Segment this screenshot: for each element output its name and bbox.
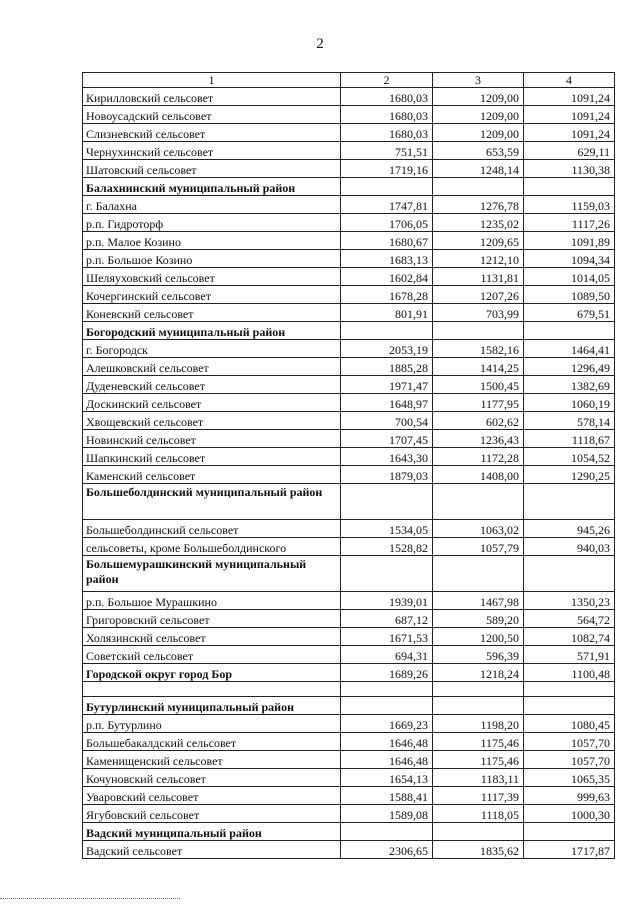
value-col-3: 1207,26 <box>433 286 524 304</box>
table-row <box>83 250 615 268</box>
settlement-name: р.п. Бутурлино <box>83 715 341 733</box>
value-col-4: 1091,24 <box>524 106 615 124</box>
value-col-3: 1218,24 <box>433 664 524 682</box>
value-col-3: 1117,39 <box>433 787 524 805</box>
table-body <box>83 73 615 859</box>
settlement-name: Коневский сельсовет <box>83 304 341 322</box>
empty-cell <box>524 484 615 520</box>
district-header-row <box>83 322 615 340</box>
spacer-row <box>83 682 615 697</box>
value-col-4: 1130,38 <box>524 160 615 178</box>
table-row <box>83 286 615 304</box>
value-col-4: 679,51 <box>524 304 615 322</box>
settlement-name: сельсоветы, кроме Большеболдинского <box>83 538 341 556</box>
settlement-name: г. Балахна <box>83 196 341 214</box>
value-col-4: 1014,05 <box>524 268 615 286</box>
value-col-2: 1534,05 <box>341 520 433 538</box>
value-col-2: 1588,41 <box>341 787 433 805</box>
settlement-name: Хвощевский сельсовет <box>83 412 341 430</box>
value-col-2: 694,31 <box>341 646 433 664</box>
empty-cell <box>433 697 524 715</box>
value-col-4: 578,14 <box>524 412 615 430</box>
value-col-4: 1118,67 <box>524 430 615 448</box>
value-col-3: 1209,00 <box>433 124 524 142</box>
settlement-name: Шапкинский сельсовет <box>83 448 341 466</box>
value-col-4: 1000,30 <box>524 805 615 823</box>
settlement-name: Большебакалдский сельсовет <box>83 733 341 751</box>
value-col-2: 700,54 <box>341 412 433 430</box>
value-col-3: 1175,46 <box>433 733 524 751</box>
value-col-3: 1057,79 <box>433 538 524 556</box>
settlement-name: Каменищенский сельсовет <box>83 751 341 769</box>
value-col-4: 1382,69 <box>524 376 615 394</box>
value-col-3: 1248,14 <box>433 160 524 178</box>
empty-cell <box>524 178 615 196</box>
district-header-row <box>83 697 615 715</box>
column-header-4: 4 <box>524 73 615 88</box>
settlement-name: р.п. Большое Мурашкино <box>83 592 341 610</box>
table-row <box>83 787 615 805</box>
value-col-2: 1643,30 <box>341 448 433 466</box>
empty-cell <box>341 697 433 715</box>
empty-cell <box>433 322 524 340</box>
value-col-3: 1131,81 <box>433 268 524 286</box>
value-col-4: 940,03 <box>524 538 615 556</box>
value-col-2: 1719,16 <box>341 160 433 178</box>
value-col-4: 1117,26 <box>524 214 615 232</box>
table-row <box>83 805 615 823</box>
value-col-2: 1589,08 <box>341 805 433 823</box>
value-col-4: 945,26 <box>524 520 615 538</box>
column-header-3: 3 <box>433 73 524 88</box>
value-col-3: 602,62 <box>433 412 524 430</box>
settlement-name: р.п. Большое Козино <box>83 250 341 268</box>
value-col-2: 1683,13 <box>341 250 433 268</box>
column-header-1: 1 <box>83 73 341 88</box>
value-col-4: 564,72 <box>524 610 615 628</box>
table-row <box>83 841 615 859</box>
district-header-row <box>83 178 615 196</box>
value-col-3: 1408,00 <box>433 466 524 484</box>
value-col-2: 1689,26 <box>341 664 433 682</box>
district-header-row <box>83 556 615 592</box>
value-col-2: 2306,65 <box>341 841 433 859</box>
value-col-3: 653,59 <box>433 142 524 160</box>
value-col-4: 1100,48 <box>524 664 615 682</box>
value-col-2: 1879,03 <box>341 466 433 484</box>
settlement-name: р.п. Малое Козино <box>83 232 341 250</box>
value-col-3: 1236,43 <box>433 430 524 448</box>
table-row <box>83 160 615 178</box>
settlement-name: Алешковский сельсовет <box>83 358 341 376</box>
value-col-3: 1200,50 <box>433 628 524 646</box>
table-row <box>83 733 615 751</box>
table-row <box>83 646 615 664</box>
tariff-table <box>82 72 615 859</box>
empty-cell <box>341 178 433 196</box>
settlement-name: Дуденевский сельсовет <box>83 376 341 394</box>
value-col-2: 1646,48 <box>341 751 433 769</box>
table-row <box>83 430 615 448</box>
value-col-3: 1582,16 <box>433 340 524 358</box>
table-header-row <box>83 73 615 88</box>
empty-cell <box>433 556 524 592</box>
district-name: Балахнинский муниципальный район <box>83 178 341 196</box>
table-row <box>83 538 615 556</box>
value-col-4: 999,63 <box>524 787 615 805</box>
value-col-4: 1094,34 <box>524 250 615 268</box>
table-row <box>83 358 615 376</box>
table-row <box>83 412 615 430</box>
table-row <box>83 715 615 733</box>
district-name: Большемурашкинский муниципальный район <box>83 556 341 592</box>
settlement-name: Новинский сельсовет <box>83 430 341 448</box>
value-col-2: 1680,03 <box>341 124 433 142</box>
settlement-name: Новоусадский сельсовет <box>83 106 341 124</box>
settlement-name: г. Богородск <box>83 340 341 358</box>
value-col-3: 1500,45 <box>433 376 524 394</box>
table-row <box>83 751 615 769</box>
page-number: 2 <box>316 36 324 52</box>
value-col-2: 801,91 <box>341 304 433 322</box>
value-col-3: 1063,02 <box>433 520 524 538</box>
settlement-name: Чернухинский сельсовет <box>83 142 341 160</box>
settlement-name: Вадский сельсовет <box>83 841 341 859</box>
value-col-4: 1089,50 <box>524 286 615 304</box>
empty-cell <box>341 823 433 841</box>
value-col-2: 1528,82 <box>341 538 433 556</box>
value-col-2: 1671,53 <box>341 628 433 646</box>
value-col-2: 751,51 <box>341 142 433 160</box>
empty-cell <box>524 682 615 697</box>
district-name: Бутурлинский муниципальный район <box>83 697 341 715</box>
value-col-2: 1602,84 <box>341 268 433 286</box>
table-row <box>83 628 615 646</box>
value-col-3: 1835,62 <box>433 841 524 859</box>
table-row <box>83 610 615 628</box>
empty-cell <box>341 682 433 697</box>
settlement-name: Доскинский сельсовет <box>83 394 341 412</box>
value-col-2: 1885,28 <box>341 358 433 376</box>
table-row <box>83 124 615 142</box>
value-col-4: 1057,70 <box>524 751 615 769</box>
value-col-3: 1198,20 <box>433 715 524 733</box>
value-col-3: 1276,78 <box>433 196 524 214</box>
value-col-3: 1175,46 <box>433 751 524 769</box>
settlement-name: Шеляуховский сельсовет <box>83 268 341 286</box>
value-col-3: 1183,11 <box>433 769 524 787</box>
table-row <box>83 88 615 106</box>
value-col-2: 1648,97 <box>341 394 433 412</box>
value-col-3: 1209,00 <box>433 106 524 124</box>
settlement-name: Григоровский сельсовет <box>83 610 341 628</box>
value-col-3: 1212,10 <box>433 250 524 268</box>
settlement-name: Кочергинский сельсовет <box>83 286 341 304</box>
value-col-2: 1646,48 <box>341 733 433 751</box>
empty-cell <box>524 697 615 715</box>
table-row <box>83 304 615 322</box>
empty-cell <box>433 484 524 520</box>
district-name: Большеболдинский муниципальный район <box>83 484 341 520</box>
district-header-row <box>83 484 615 520</box>
value-col-3: 1414,25 <box>433 358 524 376</box>
district-total-row <box>83 664 615 682</box>
district-name: Вадский муниципальный район <box>83 823 341 841</box>
empty-cell <box>524 322 615 340</box>
settlement-name: Шатовский сельсовет <box>83 160 341 178</box>
value-col-4: 1350,23 <box>524 592 615 610</box>
empty-cell <box>341 556 433 592</box>
settlement-name: Каменский сельсовет <box>83 466 341 484</box>
table-row <box>83 232 615 250</box>
value-col-2: 1706,05 <box>341 214 433 232</box>
value-col-2: 1680,67 <box>341 232 433 250</box>
settlement-name: Большеболдинский сельсовет <box>83 520 341 538</box>
value-col-4: 1060,19 <box>524 394 615 412</box>
value-col-2: 1747,81 <box>341 196 433 214</box>
value-col-3: 589,20 <box>433 610 524 628</box>
value-col-3: 1209,00 <box>433 88 524 106</box>
settlement-name: Городской округ город Бор <box>83 664 341 682</box>
value-col-2: 1680,03 <box>341 106 433 124</box>
value-col-4: 1091,89 <box>524 232 615 250</box>
empty-cell <box>341 484 433 520</box>
value-col-3: 1118,05 <box>433 805 524 823</box>
district-name: Богородский муниципальный район <box>83 322 341 340</box>
value-col-4: 1464,41 <box>524 340 615 358</box>
empty-cell <box>524 556 615 592</box>
value-col-3: 703,99 <box>433 304 524 322</box>
table-row <box>83 106 615 124</box>
column-header-2: 2 <box>341 73 433 88</box>
value-col-3: 1177,95 <box>433 394 524 412</box>
empty-cell <box>433 178 524 196</box>
value-col-4: 571,91 <box>524 646 615 664</box>
value-col-2: 1939,01 <box>341 592 433 610</box>
table-row <box>83 466 615 484</box>
table-row <box>83 196 615 214</box>
value-col-2: 1707,45 <box>341 430 433 448</box>
value-col-2: 1669,23 <box>341 715 433 733</box>
table-row <box>83 592 615 610</box>
value-col-4: 1159,03 <box>524 196 615 214</box>
empty-cell <box>433 823 524 841</box>
table-row <box>83 448 615 466</box>
value-col-2: 1971,47 <box>341 376 433 394</box>
settlement-name: Советский сельсовет <box>83 646 341 664</box>
value-col-3: 596,39 <box>433 646 524 664</box>
value-col-3: 1209,65 <box>433 232 524 250</box>
value-col-4: 1057,70 <box>524 733 615 751</box>
empty-cell <box>83 682 341 697</box>
empty-cell <box>524 823 615 841</box>
value-col-2: 2053,19 <box>341 340 433 358</box>
settlement-name: Ягубовский сельсовет <box>83 805 341 823</box>
value-col-4: 1091,24 <box>524 88 615 106</box>
value-col-3: 1467,98 <box>433 592 524 610</box>
table-row <box>83 520 615 538</box>
empty-cell <box>433 682 524 697</box>
value-col-4: 1082,74 <box>524 628 615 646</box>
empty-cell <box>341 322 433 340</box>
settlement-name: Слизневский сельсовет <box>83 124 341 142</box>
value-col-2: 1680,03 <box>341 88 433 106</box>
value-col-4: 1080,45 <box>524 715 615 733</box>
value-col-4: 1290,25 <box>524 466 615 484</box>
value-col-4: 1065,35 <box>524 769 615 787</box>
settlement-name: Кирилловский сельсовет <box>83 88 341 106</box>
value-col-3: 1235,02 <box>433 214 524 232</box>
settlement-name: Кочуновский сельсовет <box>83 769 341 787</box>
value-col-4: 1091,24 <box>524 124 615 142</box>
value-col-4: 1054,52 <box>524 448 615 466</box>
district-header-row <box>83 823 615 841</box>
table-row <box>83 142 615 160</box>
table-row <box>83 376 615 394</box>
value-col-4: 1717,87 <box>524 841 615 859</box>
value-col-2: 1654,13 <box>341 769 433 787</box>
value-col-2: 687,12 <box>341 610 433 628</box>
table-row <box>83 268 615 286</box>
table-row <box>83 214 615 232</box>
value-col-3: 1172,28 <box>433 448 524 466</box>
value-col-4: 629,11 <box>524 142 615 160</box>
settlement-name: Уваровский сельсовет <box>83 787 341 805</box>
table-row <box>83 394 615 412</box>
value-col-2: 1678,28 <box>341 286 433 304</box>
settlement-name: Холязинский сельсовет <box>83 628 341 646</box>
table-row <box>83 769 615 787</box>
table-row <box>83 340 615 358</box>
footer-scan-marks <box>0 898 180 903</box>
value-col-4: 1296,49 <box>524 358 615 376</box>
settlement-name: р.п. Гидроторф <box>83 214 341 232</box>
